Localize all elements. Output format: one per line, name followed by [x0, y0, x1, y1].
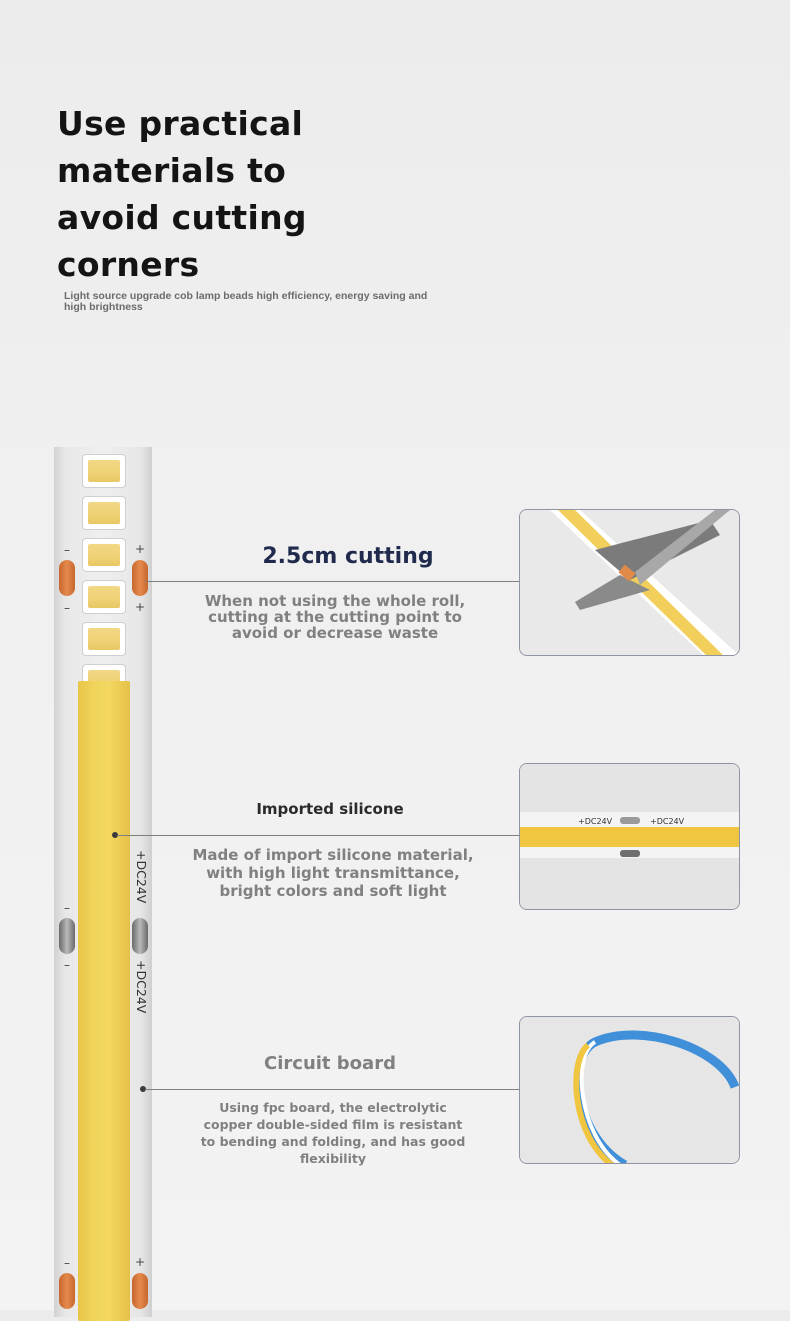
- copper-pad: [132, 1273, 148, 1309]
- negative-mark: –: [64, 543, 70, 557]
- voltage-label: +DC24V: [134, 850, 149, 904]
- led-strip-illustration: [54, 447, 152, 1317]
- silicone-image-label: +DC24V: [650, 817, 685, 826]
- negative-mark: –: [64, 958, 70, 972]
- negative-mark: –: [64, 601, 70, 615]
- voltage-label: +DC24V: [134, 960, 149, 1014]
- leader-line: [145, 581, 519, 582]
- positive-mark: +: [134, 542, 146, 556]
- led-chip: [83, 623, 125, 655]
- feature-title: 2.5cm cutting: [262, 544, 434, 569]
- scissors-cutting-image: [519, 509, 740, 656]
- bent-fpc-image: [519, 1016, 740, 1164]
- positive-mark: +: [134, 1255, 146, 1269]
- positive-mark: +: [134, 600, 146, 614]
- feature-title: Imported silicone: [256, 800, 404, 818]
- solder-pad: [59, 918, 75, 954]
- page-title: Use practical materials to avoid cutting corners: [57, 104, 307, 284]
- copper-pad: [59, 1273, 75, 1309]
- feature-description: When not using the whole roll, cutting at the cutting point to avoid or decrease waste: [204, 592, 466, 642]
- negative-mark: –: [64, 901, 70, 915]
- led-chip: [83, 455, 125, 487]
- silicone-strip-image: [519, 763, 740, 910]
- negative-mark: –: [64, 1256, 70, 1270]
- leader-line: [117, 835, 519, 836]
- led-chip: [83, 497, 125, 529]
- silicone-image-label: +DC24V: [578, 817, 613, 826]
- feature-description: Made of import silicone material, with high light transmittance, bright colors and soft light: [192, 846, 474, 900]
- page-subtitle: Light source upgrade cob lamp beads high efficiency, energy saving and high brightness: [64, 290, 428, 313]
- led-chip: [83, 539, 125, 571]
- copper-pad: [59, 560, 75, 596]
- solder-pad: [132, 918, 148, 954]
- feature-description: Using fpc board, the electrolytic copper double-sided film is resistant to bending and folding, and has good flexibility: [200, 1100, 466, 1166]
- silicone-cover: [78, 681, 130, 1321]
- feature-title: Circuit board: [264, 1053, 396, 1074]
- led-chip: [83, 581, 125, 613]
- copper-pad: [132, 560, 148, 596]
- leader-line: [145, 1089, 519, 1090]
